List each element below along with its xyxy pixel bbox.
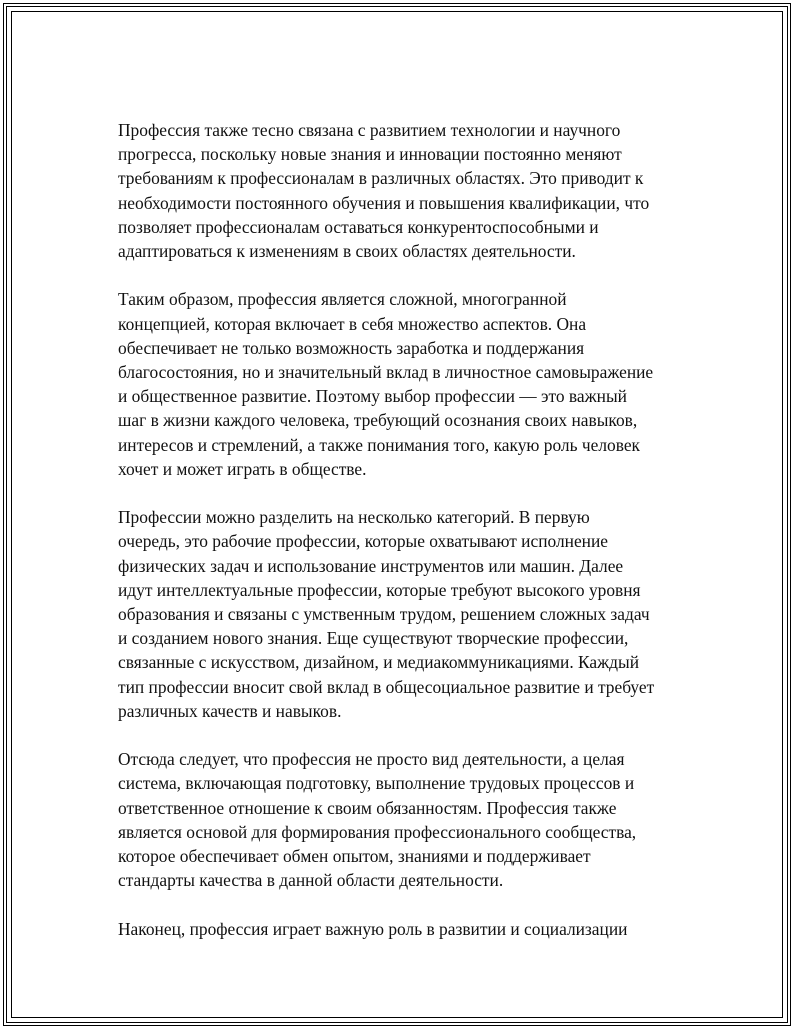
paragraph: Таким образом, профессия является сложной, многогранной концепцией, которая включает в себя множество аспектов. Она обеспечивает не только возможность заработка и поддержания благосостояния, но и значительный вклад в личностное самовыражение и общественное развитие. Поэтому выбор профессии — это важный шаг в жизни каждого человека, требующий осознания своих навыков, интересов и стремлений, а также понимания того, какую роль человек хочет и может играть в обществе. bbox=[118, 289, 654, 479]
paragraph: Профессии можно разделить на несколько категорий. В первую очередь, это рабочие профессии, которые охватывают исполнение физических задач и использование инструментов или машин. Далее идут интеллектуальные профессии, которые требуют высокого уровня образования и связаны с умственным трудом, решением сложных задач и созданием нового знания. Еще существуют творческие профессии, связанные с искусством, дизайном, и медиакоммуникациями. Каждый тип профессии вносит свой вклад в общесоциальное развитие и требует различных качеств и навыков. bbox=[118, 507, 655, 721]
paragraph: Профессия также тесно связана с развитием технологии и научного прогресса, поскольку новые знания и инновации постоянно меняют требованиям к профессионалам в различных областях. Это приводит к необходимости постоянного обучения и повышения квалификации, что позволяет профессионалам оставаться конкурентоспособными и адаптироваться к изменениям в своих областях деятельности. bbox=[118, 120, 650, 262]
paragraph: Наконец, профессия играет важную роль в развитии и социализации bbox=[118, 918, 628, 939]
paragraph: Отсюда следует, что профессия не просто вид деятельности, а целая система, включающая подготовку, выполнение трудовых процессов и ответственное отношение к своим обязанностям. Профессия также является основой для формирования профессионального сообщества, которое обеспечивает обмен опытом, знаниями и поддерживает стандарты качества в данной области деятельности. bbox=[118, 749, 637, 891]
document-body bbox=[118, 118, 688, 965]
